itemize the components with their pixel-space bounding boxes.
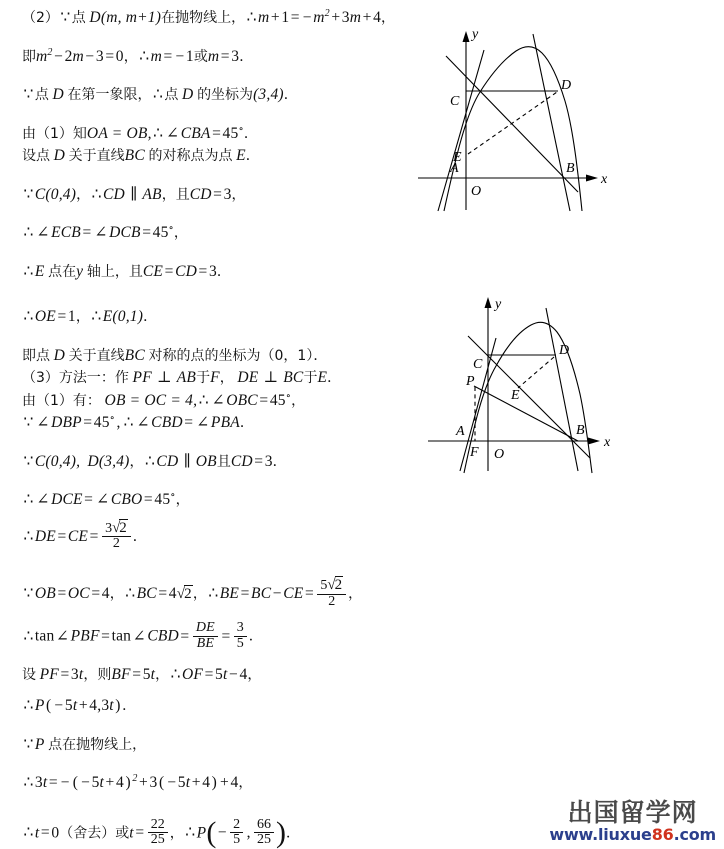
watermark-url-part1: www.liuxue bbox=[549, 825, 652, 844]
solution-line-3 bbox=[22, 85, 440, 105]
therefore-symbol-16: ∴ bbox=[23, 527, 34, 545]
line23-shequ: （舍去） bbox=[59, 825, 116, 842]
line2-period: ． bbox=[239, 48, 254, 65]
line11-yu2: 于 bbox=[303, 370, 318, 386]
line8-period: ． bbox=[216, 263, 231, 280]
line2-equation: $m^2-2m-3=0$ bbox=[36, 46, 124, 65]
therefore-symbol: ∴ bbox=[246, 9, 257, 26]
line17-comma3: ， bbox=[348, 585, 363, 602]
line22-equation: 3t= − ( −5t+4) $^2$+3( −5t+4) +4 bbox=[34, 773, 239, 792]
line15-comma: ， bbox=[175, 492, 190, 508]
line14-OB: OB bbox=[195, 452, 217, 470]
line4-angle: ∠CBA=45∘ bbox=[166, 123, 244, 142]
line17-eq2: BC=4√2 bbox=[136, 584, 192, 602]
line-DB-steep bbox=[533, 34, 570, 211]
line19-comma: ， bbox=[83, 666, 98, 683]
solution-line-19 bbox=[22, 665, 440, 685]
point-label-C: C bbox=[450, 94, 460, 109]
figure-1-svg bbox=[418, 6, 718, 221]
watermark-site-name: 出国留学网 bbox=[567, 798, 698, 827]
solution-line-15 bbox=[22, 490, 440, 510]
therefore-symbol-20: ∴ bbox=[23, 697, 34, 715]
parallel-symbol: ∥ bbox=[130, 185, 138, 203]
therefore-symbol-7: ∴ bbox=[23, 224, 34, 241]
solution-line-13 bbox=[22, 413, 440, 433]
line3-coord: (3,4) bbox=[253, 86, 284, 103]
fraction-numerator-66: 66 bbox=[254, 818, 274, 834]
line10-BC: BC bbox=[124, 346, 145, 364]
solution-line-1 bbox=[22, 8, 440, 28]
line11-comma: ， bbox=[219, 370, 234, 386]
line21-point-P: P bbox=[34, 735, 45, 753]
line8-a: 点在 bbox=[48, 263, 77, 280]
line6-point-C: C(0,4) bbox=[34, 185, 77, 203]
line3-period: ． bbox=[283, 87, 298, 103]
line19-eq1: PF=3t bbox=[39, 665, 84, 683]
line14-comma: ， bbox=[129, 453, 144, 470]
line4-period: ． bbox=[243, 125, 258, 142]
part-label-2: （2） bbox=[22, 10, 59, 26]
line15-equation: ∠DCE= ∠CBO=45∘ bbox=[36, 489, 176, 508]
because-symbol-3: ∵ bbox=[23, 86, 34, 103]
point-label-P-2: P bbox=[466, 374, 475, 389]
line4-equation: OA = OB, bbox=[86, 124, 152, 142]
solution-line-5 bbox=[22, 146, 440, 166]
line10-c: 对称的点的坐标为（0，1）． bbox=[148, 347, 328, 364]
solution-line-17 bbox=[22, 576, 440, 610]
line23-comma: ， bbox=[169, 825, 184, 842]
line6-AB: AB bbox=[142, 185, 162, 203]
line11-point-F: F bbox=[210, 369, 220, 386]
line17-comma2: ， bbox=[192, 585, 207, 602]
line5-period: ． bbox=[245, 148, 260, 164]
line19-ze: 则 bbox=[97, 666, 112, 683]
solution-line-6 bbox=[22, 185, 440, 205]
line8-equation: CE=CD=3 bbox=[142, 262, 217, 280]
line18-lhs: tan∠PBF=tan∠CBD= bbox=[34, 627, 190, 645]
because-symbol-13: ∵ bbox=[23, 414, 34, 431]
fraction-denominator: 2 bbox=[112, 536, 120, 552]
line20-period: ． bbox=[122, 698, 137, 715]
line8-point-E: E bbox=[34, 262, 45, 280]
therefore-symbol-13: ∴ bbox=[123, 414, 134, 431]
line8-b: 轴上， bbox=[86, 263, 129, 280]
line10-a: 即点 bbox=[22, 347, 50, 364]
solution-line-21 bbox=[22, 735, 440, 755]
parabola-curve-2 bbox=[464, 322, 592, 473]
line19-eq2: BF=5t bbox=[111, 665, 156, 683]
line11-DE: DE bbox=[237, 369, 259, 386]
solution-line-23: ∴t=0（舍去）或t= $\frac{22}{25}$ ，∴P(− $\frac{2}{5}$ , $\frac{66}{25}$ )． bbox=[23, 815, 300, 849]
point-label-B: B bbox=[566, 161, 575, 176]
line5-b: 关于直线 bbox=[68, 148, 125, 164]
line11-PF: PF bbox=[132, 369, 152, 386]
line14-period: ． bbox=[272, 453, 287, 470]
line3-point-D: D bbox=[52, 86, 64, 103]
therefore-symbol-6: ∴ bbox=[91, 185, 102, 203]
dashed-segment-ED bbox=[468, 92, 557, 154]
line2-ji: 即 bbox=[22, 48, 36, 65]
therefore-symbol-15: ∴ bbox=[23, 491, 34, 508]
line21-a: 点在抛物线上， bbox=[48, 736, 147, 753]
line23-t: t= bbox=[129, 824, 145, 842]
line19-she: 设 bbox=[22, 666, 36, 683]
fraction-denominator-5b: 5 bbox=[233, 832, 241, 848]
line5-point-E: E bbox=[236, 147, 246, 164]
line11-period: ． bbox=[327, 370, 342, 386]
line12-comma: ， bbox=[291, 392, 306, 409]
solution-line-2 bbox=[22, 47, 440, 67]
because-symbol-6: ∵ bbox=[23, 185, 34, 203]
line13-period: ． bbox=[239, 415, 254, 431]
point-label-E-2: E bbox=[511, 388, 520, 403]
origin-label-2: O bbox=[494, 447, 505, 462]
line5-point-D: D bbox=[53, 147, 66, 164]
fraction-numerator-DE: DE bbox=[193, 621, 218, 637]
origin-label: O bbox=[471, 184, 482, 199]
fraction-3-over-5 bbox=[234, 621, 247, 651]
point-label-E: E bbox=[453, 150, 462, 165]
point-label-B-2: B bbox=[576, 423, 585, 438]
x-axis-arrowhead bbox=[586, 175, 598, 182]
line11-a: 作 bbox=[114, 370, 129, 386]
solution-line-10 bbox=[22, 346, 440, 366]
therefore-symbol-17b: ∴ bbox=[208, 584, 219, 602]
therefore-symbol-18: ∴ bbox=[23, 627, 34, 645]
x-axis-label: x bbox=[601, 172, 608, 187]
because-symbol-21: ∵ bbox=[23, 735, 34, 753]
therefore-symbol-12: ∴ bbox=[198, 391, 209, 409]
fraction-denominator-BE2: BE bbox=[196, 636, 215, 652]
line6-comma2: ， bbox=[161, 186, 176, 203]
watermark-url-digits: 86 bbox=[651, 825, 674, 844]
line17-eq1: OB=OC=4 bbox=[34, 584, 110, 602]
line1-text-a: 点 bbox=[71, 10, 86, 26]
solution-line-8 bbox=[22, 262, 440, 282]
fraction-22-over-25 bbox=[148, 818, 168, 848]
point-label-D-2: D bbox=[559, 343, 570, 358]
line1-comma: ， bbox=[381, 10, 396, 26]
line12-a: 由（1）有： bbox=[22, 392, 101, 409]
perpendicular-symbol-2: ⊥ bbox=[263, 369, 279, 386]
line9-comma: ， bbox=[75, 309, 90, 325]
solution-line-14 bbox=[22, 452, 440, 472]
line14-point-D: D(3,4) bbox=[87, 452, 130, 470]
line22-comma: ， bbox=[238, 775, 253, 792]
line3-b: 在第一象限， bbox=[67, 87, 152, 103]
figure-1-parabola-diagram bbox=[418, 6, 718, 226]
because-symbol-14: ∵ bbox=[23, 452, 34, 470]
line23-huo: 或 bbox=[115, 825, 130, 842]
line23-period: ． bbox=[285, 825, 300, 842]
solution-line-9 bbox=[22, 307, 440, 327]
line19-comma2: ， bbox=[155, 666, 170, 683]
fraction-DE-over-BE bbox=[193, 621, 218, 651]
point-D: D bbox=[89, 9, 101, 26]
line16-period: ． bbox=[132, 528, 147, 545]
line17-comma: ， bbox=[109, 585, 124, 602]
line8-axis-y: y bbox=[76, 262, 84, 280]
fraction-66-over-25 bbox=[254, 818, 274, 848]
line4-a: 由（1）知 bbox=[22, 125, 87, 142]
line14-qie: 且 bbox=[216, 453, 231, 470]
therefore-symbol-23b: ∴ bbox=[185, 824, 196, 842]
watermark-url-part2: .com bbox=[673, 825, 716, 844]
line11-yu: 于 bbox=[196, 370, 211, 386]
solution-line-7 bbox=[22, 223, 440, 243]
part-label-3: （3）方法一： bbox=[22, 370, 115, 386]
therefore-symbol-17: ∴ bbox=[125, 584, 136, 602]
line2-m1: m= −1 bbox=[150, 47, 194, 65]
line6-equation: CD=3 bbox=[189, 185, 232, 203]
line14-equation: CD=3 bbox=[230, 452, 273, 470]
solution-line-11 bbox=[22, 368, 440, 388]
line23-point-P: P bbox=[196, 824, 207, 842]
line20-equation: P( −5t+4,3t) bbox=[34, 697, 121, 715]
left-paren-large: ( bbox=[206, 815, 217, 849]
line10-point-D: D bbox=[53, 346, 66, 364]
fraction-2-over-5 bbox=[230, 818, 243, 848]
line3-point-D2: D bbox=[182, 86, 194, 103]
right-paren-large: ) bbox=[275, 815, 286, 849]
solution-line-4 bbox=[22, 124, 440, 144]
line5-a: 设点 bbox=[22, 148, 50, 164]
line9-eq1: OE=1 bbox=[34, 308, 76, 325]
line5-c: 的对称点为点 bbox=[148, 148, 233, 164]
line17-eq3: BE=BC−CE= bbox=[219, 584, 314, 602]
therefore-symbol-22: ∴ bbox=[23, 774, 34, 792]
point-label-D: D bbox=[561, 78, 572, 93]
line2-comma: ， bbox=[123, 48, 138, 65]
therefore-symbol-9: ∴ bbox=[23, 308, 34, 325]
because-symbol: ∵ bbox=[60, 9, 71, 26]
line19-eq3: OF=5t−4 bbox=[182, 665, 248, 683]
fraction-denominator-BE: 2 bbox=[328, 593, 336, 609]
line19-comma3: ， bbox=[247, 666, 262, 683]
line3-c: 点 bbox=[164, 87, 179, 103]
x-axis-arrowhead-2 bbox=[588, 438, 600, 445]
because-symbol-17: ∵ bbox=[23, 584, 34, 602]
therefore-symbol-19: ∴ bbox=[170, 665, 181, 683]
line12-equation: OB = OC = 4, bbox=[104, 391, 198, 409]
line6-CD: CD bbox=[103, 185, 125, 203]
fraction-numerator-22: 22 bbox=[148, 818, 168, 834]
line14-point-C: C(0,4), bbox=[34, 452, 81, 470]
line-DB-steep-2 bbox=[546, 308, 578, 471]
line18-period: ． bbox=[248, 628, 263, 645]
line23-eq1: t=0 bbox=[34, 824, 60, 842]
point-D-args: (m, m+1) bbox=[100, 9, 162, 26]
fraction-numerator-2: 2 bbox=[230, 818, 243, 834]
y-axis-label: y bbox=[472, 27, 479, 42]
line11-BC: BC bbox=[283, 369, 304, 386]
line9-eq2: E(0,1) bbox=[102, 308, 144, 325]
line18-equals: = bbox=[221, 627, 231, 645]
x-axis-label-2: x bbox=[604, 435, 611, 450]
line11-AB: AB bbox=[176, 369, 197, 386]
fraction-numerator-3: 3 bbox=[234, 621, 247, 637]
line6-qie: 且 bbox=[175, 186, 190, 203]
line16-lhs: DE=CE= bbox=[34, 527, 99, 545]
solution-line-18 bbox=[22, 622, 440, 652]
watermark-url bbox=[549, 827, 716, 843]
line2-huo: 或 bbox=[193, 48, 208, 65]
y-axis-arrowhead bbox=[463, 31, 470, 42]
parabola-curve bbox=[444, 47, 582, 211]
line5-BC: BC bbox=[124, 147, 145, 164]
therefore-symbol-4: ∴ bbox=[153, 124, 164, 142]
line7-equation: ∠ECB= ∠DCB=45∘ bbox=[36, 222, 174, 241]
line11-point-E: E bbox=[317, 369, 328, 386]
solution-line-22 bbox=[22, 773, 440, 793]
line2-m2: m=3 bbox=[207, 47, 240, 65]
perpendicular-symbol: ⊥ bbox=[157, 369, 172, 386]
line7-comma: ， bbox=[173, 225, 188, 241]
figure-2-parabola-diagram bbox=[418, 286, 718, 506]
point-label-A-2: A bbox=[456, 424, 465, 439]
fraction-numerator-BE: 5√2 bbox=[317, 578, 346, 595]
parallel-symbol-14: ∥ bbox=[183, 452, 191, 470]
line6-comma: ， bbox=[76, 186, 91, 203]
line1-equation: $m+1= -m^2+3m+4$ bbox=[257, 7, 382, 26]
point-label-A: A bbox=[450, 161, 459, 176]
line6-comma3: ， bbox=[231, 186, 246, 203]
line3-a: 点 bbox=[34, 87, 49, 103]
line3-d: 的坐标为 bbox=[197, 87, 254, 103]
fraction-denominator-5: 5 bbox=[236, 636, 244, 652]
line10-b: 关于直线 bbox=[68, 347, 125, 364]
fraction-numerator: 3√2 bbox=[102, 521, 131, 538]
point-label-F-2: F bbox=[470, 445, 479, 460]
line9-period: ． bbox=[143, 309, 158, 325]
fraction-BE bbox=[317, 578, 346, 609]
fraction-DE-CE bbox=[102, 521, 131, 552]
watermark bbox=[549, 800, 716, 843]
line8-qie: 且 bbox=[128, 263, 143, 280]
therefore-symbol-9b: ∴ bbox=[91, 308, 102, 325]
solution-line-12 bbox=[22, 391, 440, 411]
therefore-symbol-14: ∴ bbox=[145, 452, 155, 470]
fraction-denominator-25: 25 bbox=[150, 832, 165, 848]
therefore-symbol-3: ∴ bbox=[153, 86, 163, 103]
dashed-segment-DE bbox=[518, 357, 554, 388]
line1-text-b: 在抛物线上， bbox=[161, 10, 246, 26]
figure-2-svg bbox=[418, 286, 718, 501]
line12-angle: ∠OBC=45∘ bbox=[211, 390, 292, 409]
solution-line-20 bbox=[22, 696, 440, 716]
line14-CD: CD bbox=[156, 452, 179, 470]
fraction-denominator-25b: 25 bbox=[256, 832, 271, 848]
therefore-symbol-8: ∴ bbox=[23, 262, 34, 280]
therefore-symbol-2: ∴ bbox=[139, 47, 150, 65]
line13-eq1: ∠DBP=45∘, bbox=[36, 412, 121, 431]
therefore-symbol-23: ∴ bbox=[23, 824, 34, 842]
solution-line-16 bbox=[22, 519, 440, 553]
y-axis-arrowhead-2 bbox=[485, 297, 492, 308]
point-label-C-2: C bbox=[473, 357, 483, 372]
y-axis-label-2: y bbox=[495, 297, 502, 312]
line13-eq2: ∠CBD= ∠PBA bbox=[136, 414, 240, 431]
